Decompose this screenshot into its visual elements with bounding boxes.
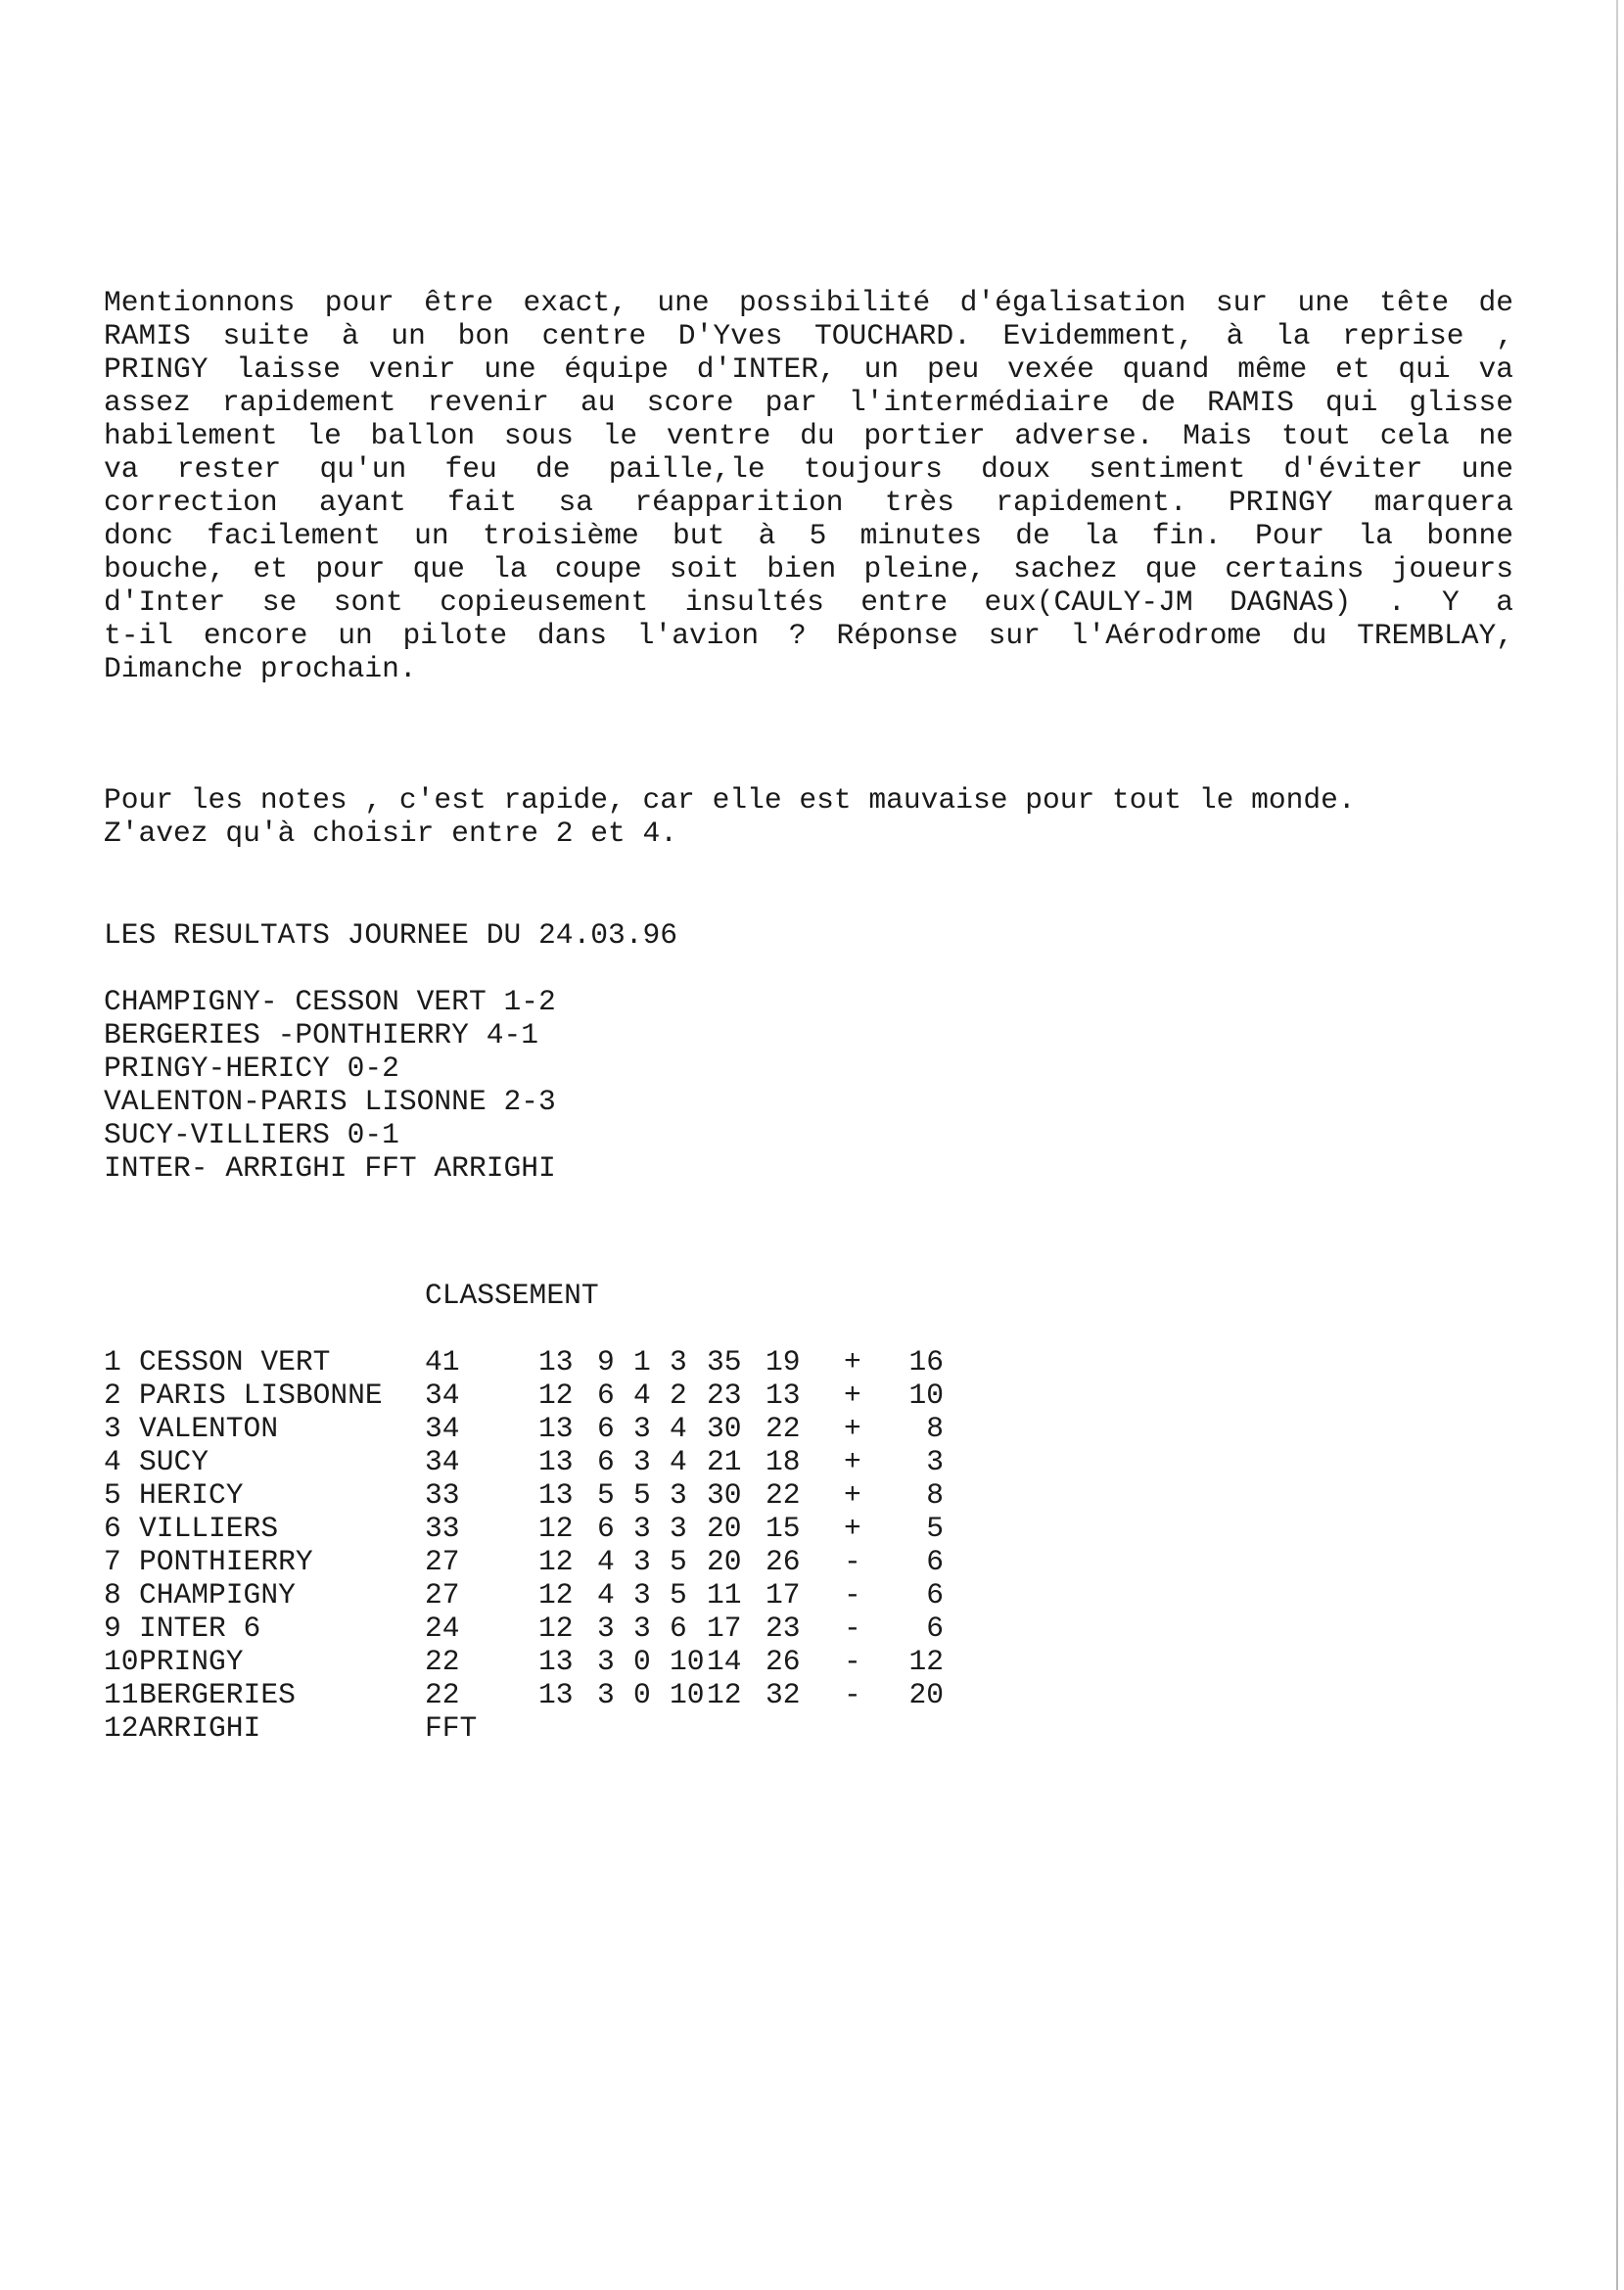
rank: 7: [104, 1545, 121, 1578]
rank: 10: [104, 1645, 139, 1678]
result-line: PRINGY-HERICY 0-2: [104, 1052, 399, 1085]
lost: 3: [670, 1345, 687, 1379]
goals-against: 17: [766, 1578, 801, 1612]
goal-difference: 20: [908, 1678, 944, 1711]
result-line: BERGERIES -PONTHIERRY 4-1: [104, 1018, 538, 1052]
goals-against: 22: [766, 1412, 801, 1445]
drawn: 3: [633, 1545, 651, 1578]
drawn: 4: [633, 1379, 651, 1412]
goals-for: 21: [707, 1445, 742, 1478]
rank: 8: [104, 1578, 121, 1612]
goals-for: 35: [707, 1345, 742, 1379]
goals-against: 26: [766, 1545, 801, 1578]
goal-difference: 8: [926, 1478, 944, 1512]
standings-table: [104, 1345, 944, 1745]
table-row: [104, 1612, 944, 1645]
team-name: ARRIGHI: [139, 1711, 261, 1745]
won: 6: [597, 1379, 615, 1412]
goals-against: 26: [766, 1645, 801, 1678]
goals-against: 13: [766, 1379, 801, 1412]
points: 33: [425, 1512, 460, 1545]
diff-sign: +: [844, 1512, 861, 1545]
played: 13: [538, 1678, 574, 1711]
points: 34: [425, 1412, 460, 1445]
team-name: PARIS LISBONNE: [139, 1379, 383, 1412]
team-name: INTER 6: [139, 1612, 261, 1645]
drawn: 0: [633, 1645, 651, 1678]
played: 12: [538, 1512, 574, 1545]
points: 34: [425, 1445, 460, 1478]
results-title: LES RESULTATS JOURNEE DU 24.03.96: [104, 918, 678, 952]
rank: 2: [104, 1379, 121, 1412]
report-line: t-il encore un pilote dans l'avion ? Réponse sur l'Aérodrome du TREMBLAY,: [104, 619, 1513, 652]
played: 13: [538, 1478, 574, 1512]
table-row: [104, 1578, 944, 1612]
report-line: bouche, et pour que la coupe soit bien pleine, sachez que certains joueurs: [104, 552, 1513, 585]
won: 4: [597, 1545, 615, 1578]
points: FFT: [425, 1711, 478, 1745]
diff-sign: -: [844, 1578, 861, 1612]
rank: 4: [104, 1445, 121, 1478]
goal-difference: 6: [926, 1545, 944, 1578]
played: 12: [538, 1545, 574, 1578]
points: 22: [425, 1645, 460, 1678]
team-name: VILLIERS: [139, 1512, 279, 1545]
result-line: VALENTON-PARIS LISONNE 2-3: [104, 1085, 556, 1118]
lost: 4: [670, 1412, 687, 1445]
goals-against: 22: [766, 1478, 801, 1512]
goal-difference: 12: [908, 1645, 944, 1678]
team-name: VALENTON: [139, 1412, 279, 1445]
rank: 6: [104, 1512, 121, 1545]
diff-sign: +: [844, 1478, 861, 1512]
table-row: [104, 1545, 944, 1578]
scan-edge-shadow: [1616, 0, 1618, 2290]
points: 22: [425, 1678, 460, 1711]
table-row: [104, 1478, 944, 1512]
goals-for: 20: [707, 1512, 742, 1545]
report-line: correction ayant fait sa réapparition très rapidement. PRINGY marquera: [104, 486, 1513, 519]
notes-line: Z'avez qu'à choisir entre 2 et 4.: [104, 817, 678, 850]
drawn: 5: [633, 1478, 651, 1512]
report-line: Mentionnons pour être exact, une possibilité d'égalisation sur une tête de: [104, 286, 1513, 319]
lost: 5: [670, 1545, 687, 1578]
goals-for: 23: [707, 1379, 742, 1412]
points: 34: [425, 1379, 460, 1412]
report-line: va rester qu'un feu de paille,le toujours doux sentiment d'éviter une: [104, 452, 1513, 486]
report-line: donc facilement un troisième but à 5 minutes de la fin. Pour la bonne: [104, 519, 1513, 552]
report-line: PRINGY laisse venir une équipe d'INTER, un peu vexée quand même et qui va: [104, 352, 1513, 386]
team-name: CESSON VERT: [139, 1345, 331, 1379]
diff-sign: -: [844, 1545, 861, 1578]
goals-for: 12: [707, 1678, 742, 1711]
drawn: 3: [633, 1412, 651, 1445]
lost: 4: [670, 1445, 687, 1478]
drawn: 3: [633, 1612, 651, 1645]
result-line: SUCY-VILLIERS 0-1: [104, 1118, 399, 1151]
goals-for: 30: [707, 1478, 742, 1512]
standings-title: CLASSEMENT: [425, 1279, 599, 1312]
won: 3: [597, 1645, 615, 1678]
team-name: PRINGY: [139, 1645, 244, 1678]
points: 41: [425, 1345, 460, 1379]
drawn: 1: [633, 1345, 651, 1379]
report-line: habilement le ballon sous le ventre du portier adverse. Mais tout cela ne: [104, 419, 1513, 452]
lost: 10: [670, 1645, 705, 1678]
goal-difference: 8: [926, 1412, 944, 1445]
goal-difference: 6: [926, 1578, 944, 1612]
played: 13: [538, 1645, 574, 1678]
lost: 3: [670, 1478, 687, 1512]
drawn: 0: [633, 1678, 651, 1711]
rank: 11: [104, 1678, 139, 1711]
rank: 1: [104, 1345, 121, 1379]
points: 27: [425, 1578, 460, 1612]
goals-against: 19: [766, 1345, 801, 1379]
won: 9: [597, 1345, 615, 1379]
report-line: Dimanche prochain.: [104, 652, 417, 685]
table-row: [104, 1711, 478, 1745]
drawn: 3: [633, 1512, 651, 1545]
won: 3: [597, 1612, 615, 1645]
goal-difference: 6: [926, 1612, 944, 1645]
goals-for: 20: [707, 1545, 742, 1578]
won: 6: [597, 1512, 615, 1545]
table-row: [104, 1345, 944, 1379]
diff-sign: -: [844, 1612, 861, 1645]
won: 4: [597, 1578, 615, 1612]
team-name: PONTHIERRY: [139, 1545, 313, 1578]
notes-line: Pour les notes , c'est rapide, car elle est mauvaise pour tout le monde.: [104, 783, 1356, 817]
points: 33: [425, 1478, 460, 1512]
team-name: SUCY: [139, 1445, 209, 1478]
goals-for: 30: [707, 1412, 742, 1445]
diff-sign: +: [844, 1379, 861, 1412]
played: 12: [538, 1578, 574, 1612]
goals-against: 18: [766, 1445, 801, 1478]
team-name: CHAMPIGNY: [139, 1578, 296, 1612]
diff-sign: -: [844, 1645, 861, 1678]
table-row: [104, 1412, 944, 1445]
played: 13: [538, 1445, 574, 1478]
goals-for: 11: [707, 1578, 742, 1612]
played: 13: [538, 1412, 574, 1445]
diff-sign: -: [844, 1678, 861, 1711]
points: 24: [425, 1612, 460, 1645]
lost: 3: [670, 1512, 687, 1545]
goals-for: 17: [707, 1612, 742, 1645]
goal-difference: 3: [926, 1445, 944, 1478]
table-row: [104, 1678, 944, 1711]
goals-against: 15: [766, 1512, 801, 1545]
diff-sign: +: [844, 1412, 861, 1445]
played: 12: [538, 1379, 574, 1412]
rank: 12: [104, 1711, 139, 1745]
table-row: [104, 1512, 944, 1545]
report-line: RAMIS suite à un bon centre D'Yves TOUCHARD. Evidemment, à la reprise ,: [104, 319, 1513, 352]
table-row: [104, 1445, 944, 1478]
goals-for: 14: [707, 1645, 742, 1678]
won: 3: [597, 1678, 615, 1711]
points: 27: [425, 1545, 460, 1578]
played: 13: [538, 1345, 574, 1379]
goal-difference: 5: [926, 1512, 944, 1545]
rank: 5: [104, 1478, 121, 1512]
report-line: assez rapidement revenir au score par l'intermédiaire de RAMIS qui glisse: [104, 386, 1513, 419]
table-row: [104, 1379, 944, 1412]
lost: 2: [670, 1379, 687, 1412]
diff-sign: +: [844, 1445, 861, 1478]
rank: 3: [104, 1412, 121, 1445]
goals-against: 23: [766, 1612, 801, 1645]
result-line: CHAMPIGNY- CESSON VERT 1-2: [104, 985, 556, 1018]
drawn: 3: [633, 1578, 651, 1612]
won: 6: [597, 1445, 615, 1478]
lost: 6: [670, 1612, 687, 1645]
result-line: INTER- ARRIGHI FFT ARRIGHI: [104, 1151, 556, 1185]
table-row: [104, 1645, 944, 1678]
lost: 5: [670, 1578, 687, 1612]
team-name: BERGERIES: [139, 1678, 296, 1711]
drawn: 3: [633, 1445, 651, 1478]
goal-difference: 16: [908, 1345, 944, 1379]
won: 5: [597, 1478, 615, 1512]
goals-against: 32: [766, 1678, 801, 1711]
won: 6: [597, 1412, 615, 1445]
played: 12: [538, 1612, 574, 1645]
diff-sign: +: [844, 1345, 861, 1379]
lost: 10: [670, 1678, 705, 1711]
rank: 9: [104, 1612, 121, 1645]
team-name: HERICY: [139, 1478, 244, 1512]
goal-difference: 10: [908, 1379, 944, 1412]
report-line: d'Inter se sont copieusement insultés entre eux(CAULY-JM DAGNAS) . Y a: [104, 585, 1513, 619]
